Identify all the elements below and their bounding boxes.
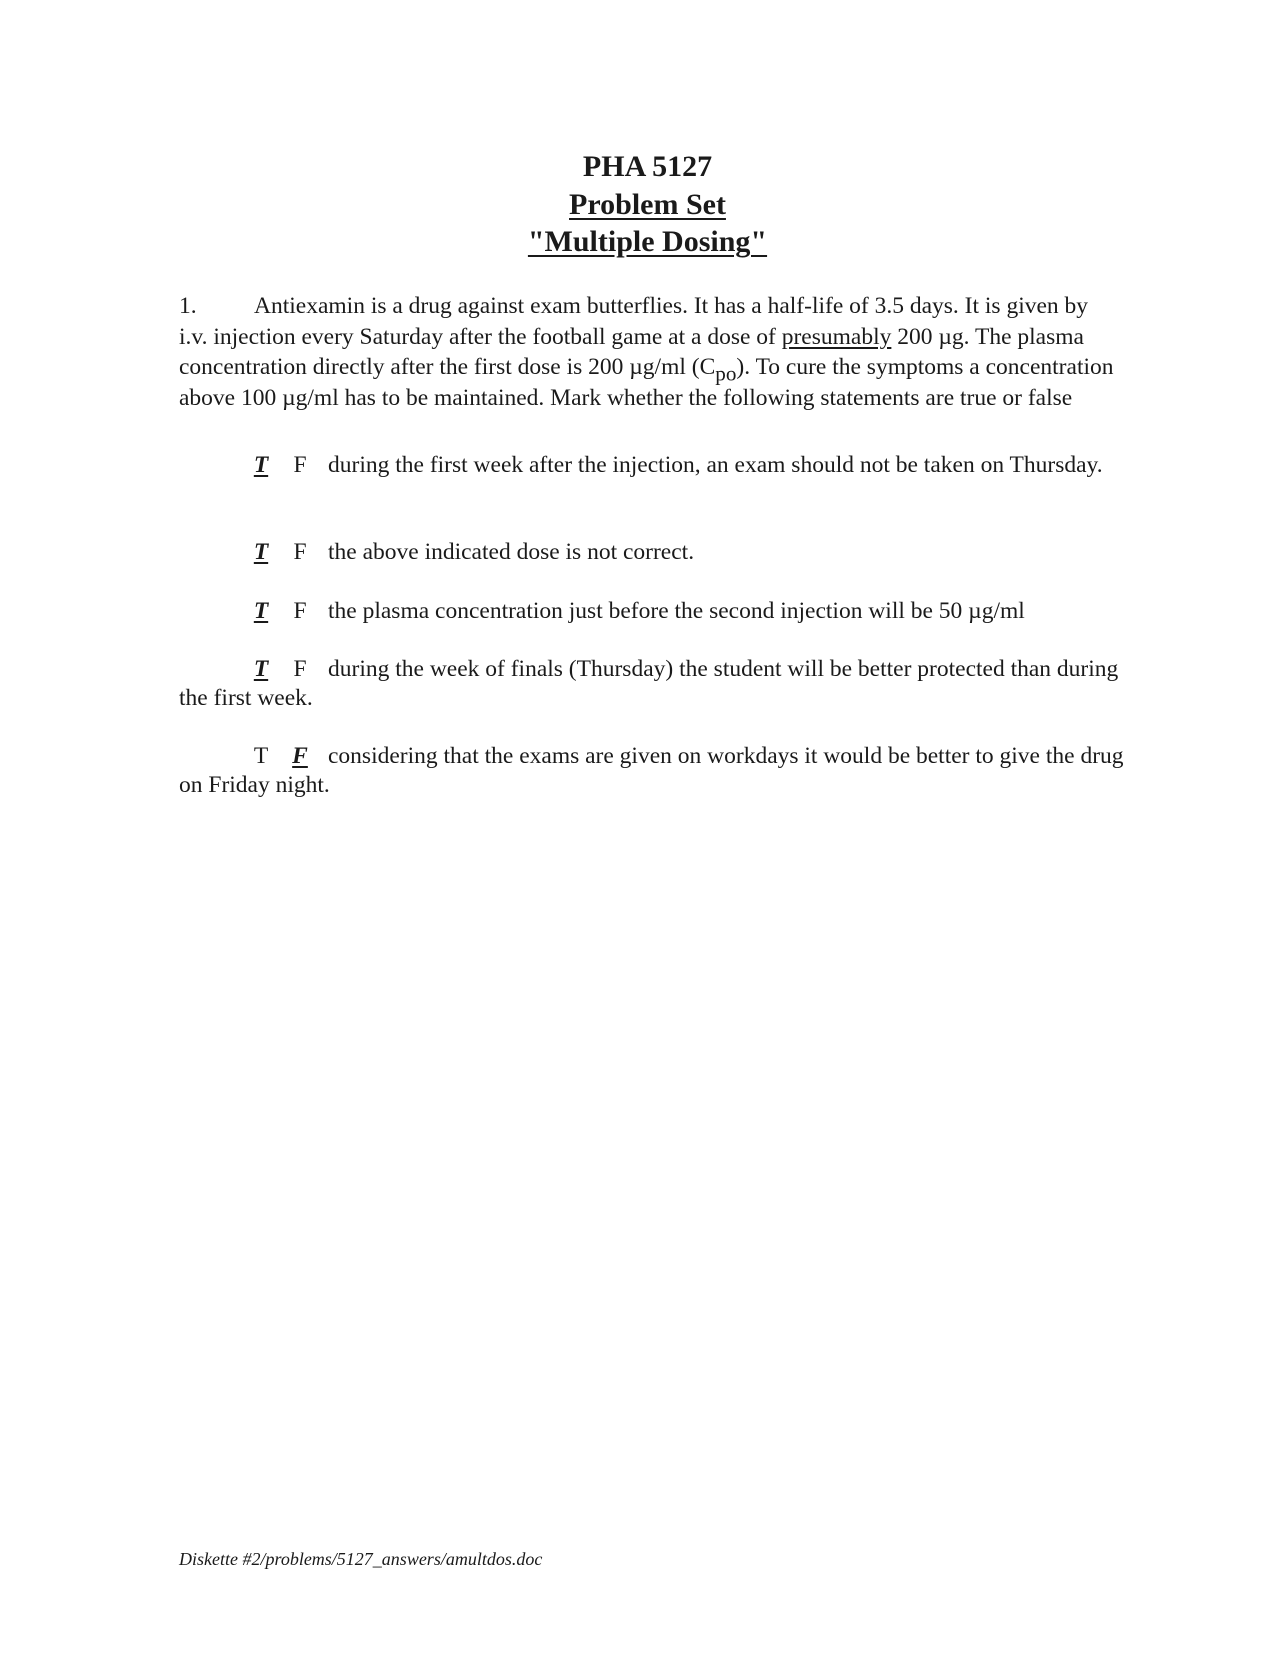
- statement-true-mark[interactable]: T: [253, 452, 269, 478]
- statement-true-mark[interactable]: T: [253, 656, 269, 682]
- statement-false-mark[interactable]: F: [293, 656, 307, 682]
- question-underlined-word: presumably: [781, 323, 892, 350]
- statement-5: [179, 742, 1124, 800]
- statement-true-mark[interactable]: T: [253, 598, 269, 624]
- statement-false-mark[interactable]: F: [293, 452, 307, 478]
- question-1: [179, 291, 1119, 413]
- statement-1: [179, 451, 1124, 480]
- course-code: PHA 5127: [582, 150, 713, 183]
- statement-2: [179, 538, 1124, 567]
- footer-file-path: Diskette #2/problems/5127_answers/amultdos.doc: [179, 1549, 543, 1569]
- statement-false-mark[interactable]: F: [293, 539, 307, 565]
- document-topic: "Multiple Dosing": [527, 225, 768, 258]
- statement-false-mark[interactable]: F: [293, 598, 307, 624]
- statement-false-mark[interactable]: F: [292, 743, 308, 769]
- question-subscript: po: [715, 361, 737, 386]
- statement-3: [179, 597, 1124, 626]
- statement-text: during the week of finals (Thursday) the student will be better protected than during the first week.: [179, 656, 1119, 711]
- document-header: [0, 148, 1280, 261]
- statement-text: the plasma concentration just before the second injection will be 50 µg/ml: [328, 598, 1025, 624]
- statement-text: the above indicated dose is not correct.: [328, 539, 695, 565]
- question-text-part1: Antiexamin is a drug against exam butterflies. It has a half-life of 3.5 days. It is given by i.v. injection every Saturday after the football game at a dose of: [179, 293, 1089, 350]
- question-text-part3: ). To cure the symptoms a concentration above 100 µg/ml has to be maintained. Mark whether the following statements are true or false: [179, 354, 1114, 411]
- document-subtitle: Problem Set: [569, 187, 726, 221]
- question-number: 1.: [179, 293, 197, 319]
- statement-text: considering that the exams are given on workdays it would be better to give the drug on Friday night.: [179, 743, 1124, 798]
- statement-text: during the first week after the injection, an exam should not be taken on Thursday.: [328, 452, 1103, 478]
- statement-true-mark[interactable]: T: [253, 539, 269, 565]
- question-text-part2: 200 µg. The plasma concentration directly after the first dose is 200 µg/ml (C: [179, 323, 1084, 380]
- statement-4: [179, 655, 1124, 713]
- statement-true-mark[interactable]: T: [253, 743, 269, 769]
